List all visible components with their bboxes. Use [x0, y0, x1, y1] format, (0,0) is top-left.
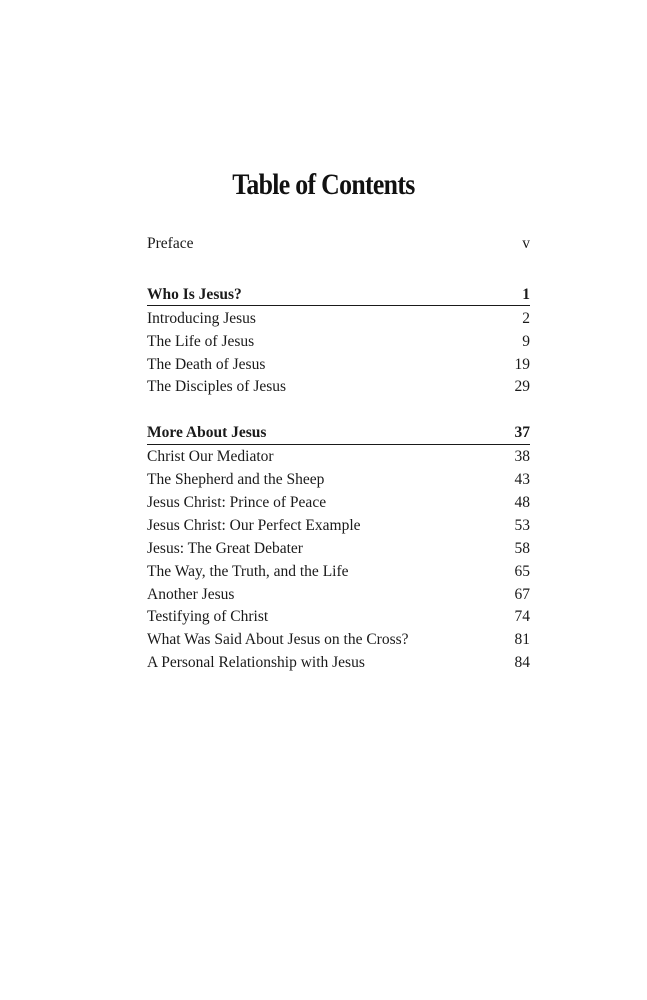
toc-entry	[147, 376, 530, 399]
toc-entry	[147, 538, 530, 561]
toc-entry-label: The Disciples of Jesus	[147, 378, 287, 396]
toc-section-label: More About Jesus	[147, 424, 267, 442]
toc-entry-page: 2	[522, 309, 530, 327]
toc-entry-page: 19	[514, 355, 530, 373]
toc-entry-page: 58	[514, 539, 530, 557]
toc-entry-label: Another Jesus	[147, 585, 235, 603]
toc-entry-page: 84	[514, 654, 530, 672]
toc-entry-label: Introducing Jesus	[147, 309, 256, 327]
toc-entry	[147, 446, 530, 469]
toc-entry-page: 48	[514, 494, 530, 512]
toc-entry-label: A Personal Relationship with Jesus	[147, 654, 365, 672]
toc-entry	[147, 561, 530, 584]
toc-entry-label: Jesus Christ: Our Perfect Example	[147, 516, 361, 534]
toc-entry-label: Testifying of Christ	[147, 608, 269, 626]
toc-section-heading	[147, 284, 530, 307]
toc-entry	[147, 515, 530, 538]
toc-entry	[147, 652, 530, 675]
toc-section-label: Who Is Jesus?	[147, 285, 242, 303]
spacer	[147, 399, 530, 422]
toc-entry-label: Jesus: The Great Debater	[147, 539, 303, 557]
toc-entry	[147, 354, 530, 377]
toc-section-page: 37	[514, 424, 530, 442]
toc-entry-label: Jesus Christ: Prince of Peace	[147, 494, 327, 512]
toc-entry-page: 53	[514, 516, 530, 534]
toc-entry	[147, 308, 530, 331]
toc-entry	[147, 584, 530, 607]
toc-entry-page: 38	[514, 448, 530, 466]
toc-entry	[147, 469, 530, 492]
toc-entry	[147, 606, 530, 629]
toc-entry	[147, 331, 530, 354]
toc-entry-page: 9	[522, 332, 530, 350]
toc-section-heading	[147, 422, 530, 445]
toc-entry-page: 65	[514, 562, 530, 580]
page-title: Table of Contents	[232, 168, 415, 201]
toc-entry	[147, 492, 530, 515]
toc-entry-page: 29	[514, 378, 530, 396]
toc-entry-label: Christ Our Mediator	[147, 448, 274, 466]
toc-entry-label: What Was Said About Jesus on the Cross?	[147, 631, 409, 649]
toc-entry-page: 43	[514, 471, 530, 489]
toc-entry-page: 81	[514, 631, 530, 649]
toc-entry-label: The Way, the Truth, and the Life	[147, 562, 349, 580]
toc-entry-preface	[147, 233, 530, 256]
toc-entry-label: The Life of Jesus	[147, 332, 255, 350]
toc-entry-label: The Death of Jesus	[147, 355, 266, 373]
toc-entry-label: Preface	[147, 235, 194, 252]
toc-entry-page: 74	[514, 608, 530, 626]
toc-entry-page: v	[522, 235, 530, 252]
table-of-contents	[147, 233, 530, 675]
toc-entry-label: The Shepherd and the Sheep	[147, 471, 325, 489]
spacer	[147, 256, 530, 284]
toc-entry	[147, 629, 530, 652]
toc-section-page: 1	[522, 285, 530, 303]
toc-entry-page: 67	[514, 585, 530, 603]
